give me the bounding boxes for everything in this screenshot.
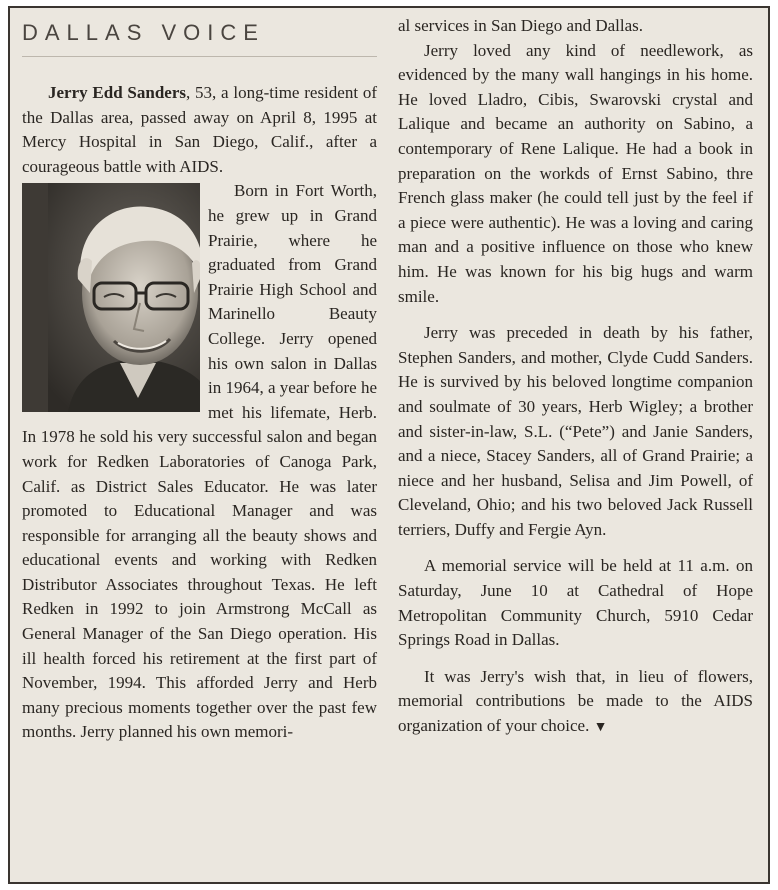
- lead-text: , 53, a long-time resident of the Dallas area, passed away on April 8, 1995 at Mercy Hospital in San Diego, Calif., after a courageous battle with AIDS.: [22, 83, 377, 176]
- deceased-name: Jerry Edd Sanders: [48, 83, 186, 102]
- survivors-paragraph: Jerry was preceded in death by his father, Stephen Sanders, and mother, Clyde Cudd Sanders. He is survived by his beloved longtime companion and soulmate of 30 years, Herb Wigley; a brother and sister-in-law, S.L. (“Pete”) and Janie Sanders, and a niece, Stacey Sanders, all of Grand Prairie; a niece and her husband, Selisa and Jim Powell, of Cleveland, Ohio; and his two beloved Jack Russell terriers, Duffy and Fergie Ayn.: [398, 323, 753, 539]
- lead-paragraph: [22, 81, 377, 179]
- biography-paragraph: [22, 179, 377, 745]
- interests-paragraph: Jerry loved any kind of needlework, as evidenced by the many wall hangings in his home. He loved Lladro, Cibis, Swarovski crystal and Lalique and became an authority on Sabino, a contemporary of Rene Lalique. He had a book in preparation on the workds of Ernst Sabino, thre French glass maker (he could tell just by the feel if a piece were authentic). He was a loving and caring man and a positive influence on those who knew him. He was known for his big hugs and warm smile.: [398, 40, 753, 306]
- biography-continued: al services in San Diego and Dallas.: [398, 16, 644, 35]
- masthead: DALLAS VOICE: [22, 18, 377, 57]
- biography-text: Born in Fort Worth, he grew up in Grand Prairie, where he graduated from Grand Prairie High School and Marinello Beauty College. Jerry opened his own salon in Dallas in 1964, a year before he met his lifemate, Herb. In 1978 he sold his very successful salon and began work for Redken Laboratories of Canoga Park, Calif. as District Sales Educator. He was later promoted to Educational Manager and was responsible for arranging all the beauty shows and educational events and working with Redken Distributor Associates throughout Texas. He left Redken in 1992 to join Armstrong McCall as General Manager of the San Diego operation. His ill health forced his retirement at the first part of November, 1994. This afforded Jerry and Herb many precious moments together over the past few months. Jerry planned his own memori-: [22, 181, 377, 742]
- newspaper-clipping: [8, 6, 770, 884]
- portrait-illustration: [48, 183, 200, 412]
- portrait-photo: [22, 183, 200, 412]
- contributions-paragraph: [398, 665, 753, 741]
- end-mark-icon: ▼: [593, 720, 608, 736]
- left-column: [22, 8, 377, 745]
- memorial-service-paragraph: A memorial service will be held at 11 a.m. on Saturday, June 10 at Cathedral of Hope Metropolitan Community Church, 5910 Cedar Springs Road in Dallas.: [398, 556, 753, 650]
- contributions-text: It was Jerry's wish that, in lieu of flowers, memorial contributions be made to the AIDS organization of your choice.: [398, 666, 753, 736]
- right-column: [398, 8, 753, 741]
